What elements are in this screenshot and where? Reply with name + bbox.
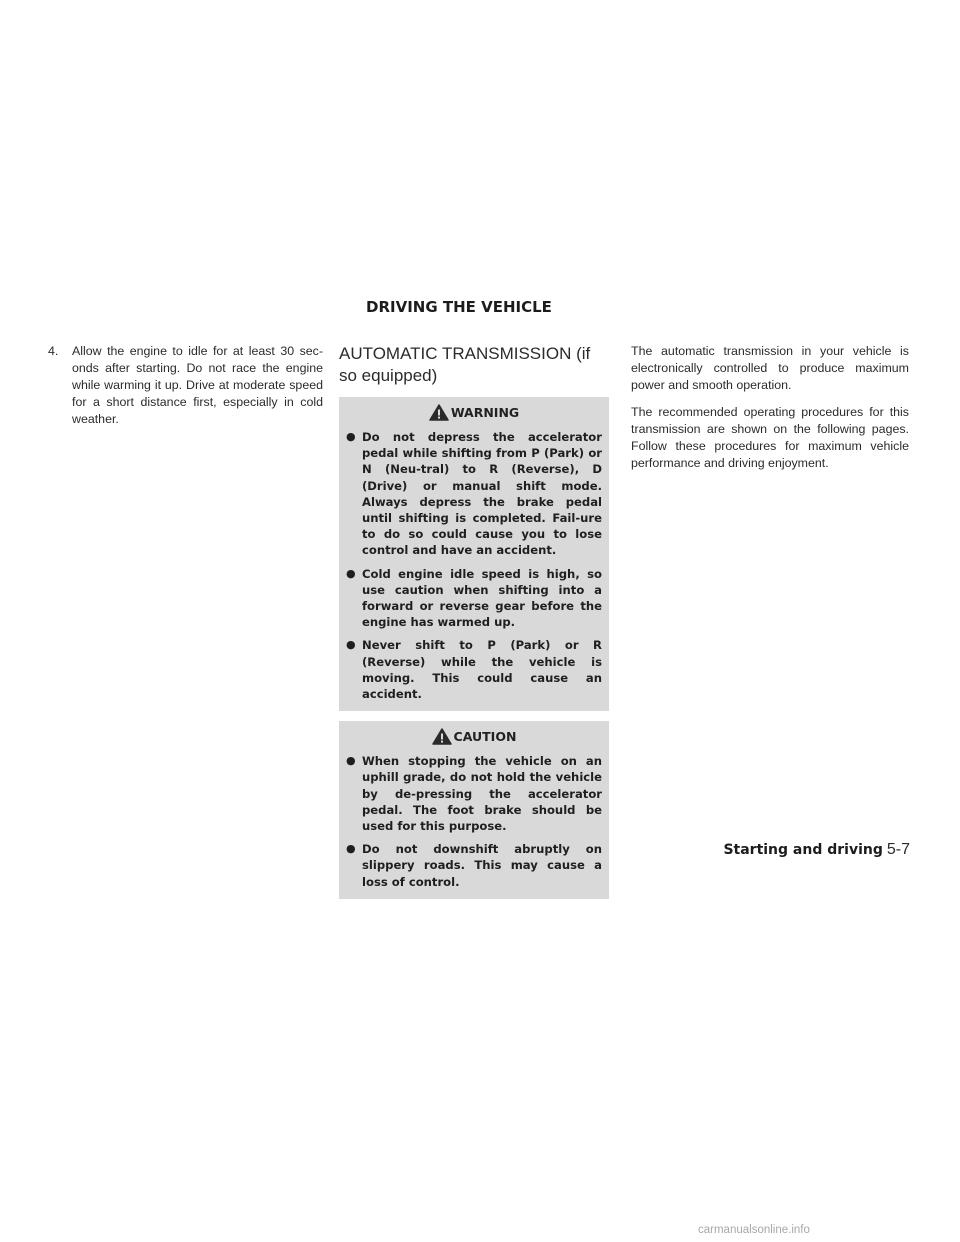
warning-triangle-icon <box>429 404 449 421</box>
paragraph: The recommended operating procedures for this transmission are shown on the following pages. Follow these procedures for maximum vehicle performance and driving enjoyment. <box>631 405 909 470</box>
watermark: carmanualsonline.info <box>698 1224 810 1236</box>
bullet-dot: ● <box>346 566 356 580</box>
warning-item <box>346 566 602 631</box>
warning-title: WARNING <box>450 404 520 420</box>
step-text: Allow the engine to idle for at least 30 sec-onds after starting. Do not race the engine while warming it up. Drive at moderate speed for a short distance first, especially in cold weather. <box>72 344 323 426</box>
caution-item-text: Do not downshift abruptly on slippery roads. This may cause a loss of control. <box>362 842 602 889</box>
caution-item <box>346 753 602 834</box>
section-header: DRIVING THE VEHICLE <box>366 298 552 316</box>
column-right <box>631 343 909 482</box>
warning-item-text: Do not depress the accelerator pedal while shifting from P (Park) or N (Neu-tral) to R (Reverse), D (Drive) or manual shift mode. Always depress the brake pedal until shifting is completed. Fail-ure to do so could cause you to lose control and have an accident. <box>362 430 602 558</box>
step-number: 4. <box>48 344 59 358</box>
caution-header <box>346 725 602 747</box>
section-title: AUTOMATIC TRANSMISSION (if so equipped) <box>339 344 591 385</box>
paragraph: The automatic transmission in your vehicle is electronically controlled to produce maximum power and smooth operation. <box>631 344 909 392</box>
page-footer <box>723 841 910 859</box>
warning-item-text: Never shift to P (Park) or R (Reverse) while the vehicle is moving. This could cause an accident. <box>362 638 602 702</box>
caution-title: CAUTION <box>453 728 517 744</box>
bullet-dot: ● <box>346 842 356 856</box>
warning-item <box>346 429 602 559</box>
bullet-dot: ● <box>346 430 356 443</box>
bullet-dot: ● <box>346 638 356 652</box>
column-left <box>48 343 323 428</box>
chapter-name: Starting and driving <box>723 842 883 858</box>
warning-item-text: Cold engine idle speed is high, so use caution when shifting into a forward or reverse gear before the engine has warmed up. <box>362 566 602 630</box>
warning-box <box>339 397 609 711</box>
warning-item <box>346 637 602 702</box>
caution-box <box>339 721 609 899</box>
page-number: 5-7 <box>886 841 910 858</box>
column-middle <box>339 343 609 909</box>
caution-triangle-icon <box>432 728 452 745</box>
caution-item-text: When stopping the vehicle on an uphill grade, do not hold the vehicle by de-pressing the accelerator pedal. The foot brake should be used for this purpose. <box>362 754 602 834</box>
step-4 <box>48 343 323 428</box>
caution-item <box>346 841 602 890</box>
warning-header <box>346 401 602 423</box>
bullet-dot: ● <box>346 754 356 768</box>
